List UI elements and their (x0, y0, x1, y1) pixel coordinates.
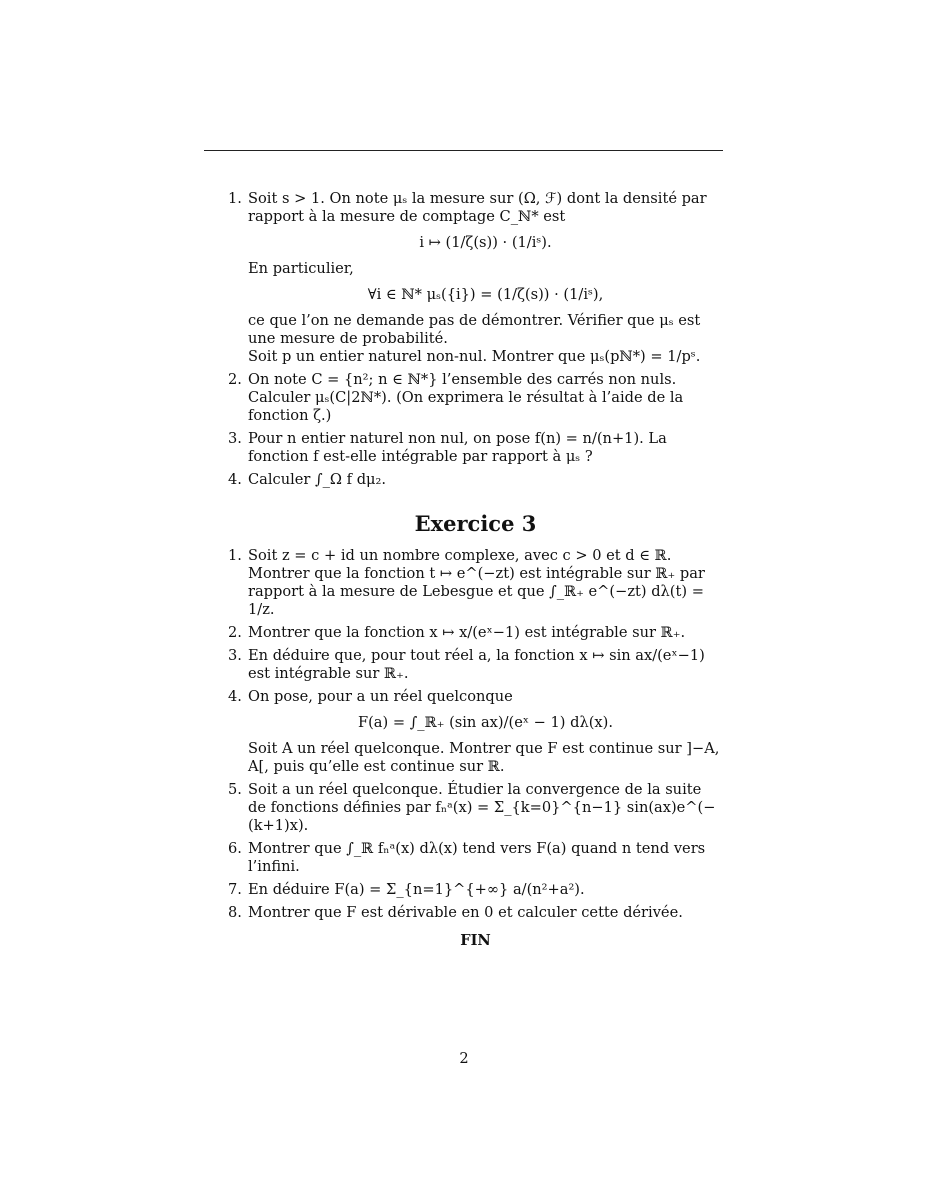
display-equation: ∀i ∈ ℕ* μₛ({i}) = (1/ζ(s)) · (1/iˢ), (367, 286, 604, 303)
item-number: 5. (228, 781, 242, 798)
item-number: 1. (228, 190, 242, 207)
list-item (228, 688, 723, 776)
list-item (228, 904, 723, 922)
item-text: On note C = {n²; n ∈ ℕ*} l’ensemble des carrés non nuls. Calculer μₛ(C|2ℕ*). (On exprimera le résultat à l’aide de la fonction ζ.) (248, 371, 684, 424)
page-content (228, 190, 723, 950)
item-number: 3. (228, 430, 242, 447)
item-text: ce que l’on ne demande pas de démontrer. Vérifier que μₛ est une mesure de probabilité. (248, 312, 701, 347)
item-text: En particulier, (248, 260, 354, 277)
item-number: 7. (228, 881, 242, 898)
list-item (228, 190, 723, 366)
list-item (228, 624, 723, 642)
page-number: 2 (459, 1050, 469, 1067)
item-number: 8. (228, 904, 242, 921)
item-text: Pour n entier naturel non nul, on pose f(n) = n/(n+1). La fonction f est-elle intégrable par rapport à μₛ ? (248, 430, 667, 465)
end-marker: FIN (460, 932, 491, 949)
list-item (228, 881, 723, 899)
item-number: 6. (228, 840, 242, 857)
list-item (228, 647, 723, 683)
exercise2-list (228, 190, 723, 489)
display-equation: i ↦ (1/ζ(s)) · (1/iˢ). (419, 234, 552, 251)
item-text: Montrer que la fonction x ↦ x/(eˣ−1) est intégrable sur ℝ₊. (248, 624, 686, 641)
item-text: Montrer que ∫_ℝ fₙᵃ(x) dλ(x) tend vers F(a) quand n tend vers l’infini. (248, 840, 706, 875)
list-item (228, 471, 723, 489)
item-number: 2. (228, 371, 242, 388)
item-text: Soit z = c + id un nombre complexe, avec c > 0 et d ∈ ℝ. Montrer que la fonction t ↦ e^(−zt) est intégrable sur ℝ₊ par rapport à la mesure de Lebesgue et que ∫_ℝ₊ e^(−zt) dλ(t) = 1/z. (248, 547, 705, 618)
item-text: En déduire que, pour tout réel a, la fonction x ↦ sin ax/(eˣ−1) est intégrable sur ℝ₊. (248, 647, 705, 682)
exercise3-list (228, 547, 723, 922)
list-item (228, 371, 723, 425)
display-equation: F(a) = ∫_ℝ₊ (sin ax)/(eˣ − 1) dλ(x). (357, 714, 613, 731)
list-item (228, 430, 723, 466)
item-number: 2. (228, 624, 242, 641)
item-number: 1. (228, 547, 242, 564)
header-rule (204, 150, 723, 151)
item-number: 4. (228, 688, 242, 705)
item-text: Soit a un réel quelconque. Étudier la convergence de la suite de fonctions définies par fₙᵃ(x) = Σ_{k=0}^{n−1} sin(ax)e^(−(k+1)x). (248, 781, 716, 834)
item-text: Soit p un entier naturel non-nul. Montrer que μₛ(pℕ*) = 1/pˢ. (248, 348, 701, 365)
item-text: Calculer ∫_Ω f dμ₂. (248, 471, 387, 488)
item-text: On pose, pour a un réel quelconque (248, 688, 513, 705)
section-title: Exercice 3 (414, 511, 537, 536)
item-number: 4. (228, 471, 242, 488)
item-text: En déduire F(a) = Σ_{n=1}^{+∞} a/(n²+a²). (248, 881, 585, 898)
list-item (228, 781, 723, 835)
list-item (228, 547, 723, 619)
item-text: Soit s > 1. On note μₛ la mesure sur (Ω, ℱ) dont la densité par rapport à la mesure de comptage C_ℕ* est (248, 190, 707, 225)
item-number: 3. (228, 647, 242, 664)
item-text: Soit A un réel quelconque. Montrer que F est continue sur ]−A, A[, puis qu’elle est continue sur ℝ. (248, 740, 720, 775)
list-item (228, 840, 723, 876)
item-text: Montrer que F est dérivable en 0 et calculer cette dérivée. (248, 904, 683, 921)
